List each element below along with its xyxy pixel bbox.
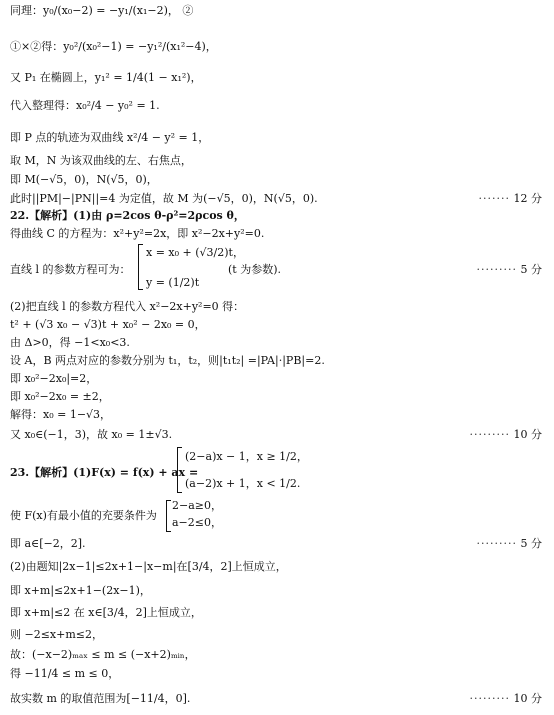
brace-f — [177, 447, 182, 493]
line-hyperbola: 即 P 点的轨迹为双曲线 x²/4 − y² = 1， — [10, 131, 210, 144]
line-m: 得 −11/4 ≤ m ≤ 0， — [10, 667, 120, 680]
line-bounds: 则 −2≤x+m≤2， — [10, 628, 103, 641]
brace-cond — [166, 500, 171, 532]
line-quadratic: t² + (√3 x₀ − √3)t + x₀² − 2x₀ = 0， — [10, 318, 206, 331]
line-condition: 使 F(x)有最小值的充要条件为 — [10, 509, 157, 522]
line-solve: 解得：x₀ = 1−√3， — [10, 408, 112, 421]
q22-header: 22.【解析】(1)由 ρ=2cos θ-ρ²=2ρcos θ， — [10, 209, 245, 222]
line-range: 又 x₀∈(−1，3)，故 x₀ = 1±√3. — [10, 428, 173, 441]
line-a-range: 即 a∈[−2，2]. — [10, 537, 86, 550]
param-y: y = (1/2)t — [146, 276, 200, 289]
param-x: x = x₀ + (√3/2)t， — [146, 246, 244, 259]
line-ellipse: 又 P₁ 在椭圆上，y₁² = 1/4(1 − x₁²)， — [10, 71, 202, 84]
score-5: ········· 5 分 — [476, 263, 542, 276]
line-params: 设 A，B 两点对应的参数分别为 t₁，t₂，则|t₁t₂| =|PA|·|PB|=2. — [10, 354, 325, 367]
line-final: 故实数 m 的取值范围为[−11/4，0]. — [10, 692, 191, 705]
line-constant: 此时||PM|−|PN||=4 为定值，故 M 为(−√5，0)，N(√5，0). — [10, 192, 318, 205]
line-const: 即 x+m|≤2 在 x∈[3/4，2]上恒成立， — [10, 606, 202, 619]
line-part2: (2)把直线 l 的参数方程代入 x²−2x+y²=0 得： — [10, 300, 245, 313]
line-foci: 取 M，N 为该双曲线的左、右焦点， — [10, 154, 192, 167]
line-same-ratio: 同理：y₀/(x₀−2) = −y₁/(x₁−2)， ② — [10, 4, 194, 17]
line-substitute: 代入整理得：x₀²/4 − y₀² = 1. — [10, 99, 160, 112]
cond-2: a−2≤0， — [172, 516, 222, 529]
brace — [138, 244, 143, 290]
line-minmax: 故：(−x−2)ₘₐₓ ≤ m ≤ (−x+2)ₘᵢₙ， — [10, 648, 196, 661]
line-delta: 由 Δ>0，得 −1<x₀<3. — [10, 336, 130, 349]
cond-1: 2−a≥0， — [172, 499, 222, 512]
score-5b: ········· 5 分 — [476, 537, 542, 550]
piece-1: (2−a)x − 1，x ≥ 1/2， — [185, 450, 308, 463]
score-12: ······· 12 分 — [478, 192, 542, 205]
piece-2: (a−2)x + 1，x < 1/2. — [185, 477, 301, 490]
line-ineq: 即 x+m|≤2x+1−(2x−1)， — [10, 584, 151, 597]
line-part2-q23: (2)由题知|2x−1|≤2x+1−|x−m|在[3/4，2]上恒成立， — [10, 560, 287, 573]
score-10b: ········· 10 分 — [469, 692, 542, 705]
line-multiply: ①×②得：y₀²/(x₀²−1) = −y₁²/(x₁²−4)， — [10, 40, 217, 53]
param-note: (t 为参数). — [228, 263, 281, 276]
score-10a: ········· 10 分 — [469, 428, 542, 441]
line-abs: 即 x₀²−2x₀|=2， — [10, 372, 98, 385]
line-curve-c: 得曲线 C 的方程为：x²+y²=2x，即 x²−2x+y²=0. — [10, 227, 265, 240]
line-foci-coords: 即 M(−√5，0)，N(√5，0)， — [10, 173, 158, 186]
q23-header: 23.【解析】(1)F(x) = f(x) + ax = — [10, 466, 199, 479]
line-pm: 即 x₀²−2x₀ = ±2， — [10, 390, 110, 403]
line-param-intro: 直线 l 的参数方程可为： — [10, 263, 131, 276]
